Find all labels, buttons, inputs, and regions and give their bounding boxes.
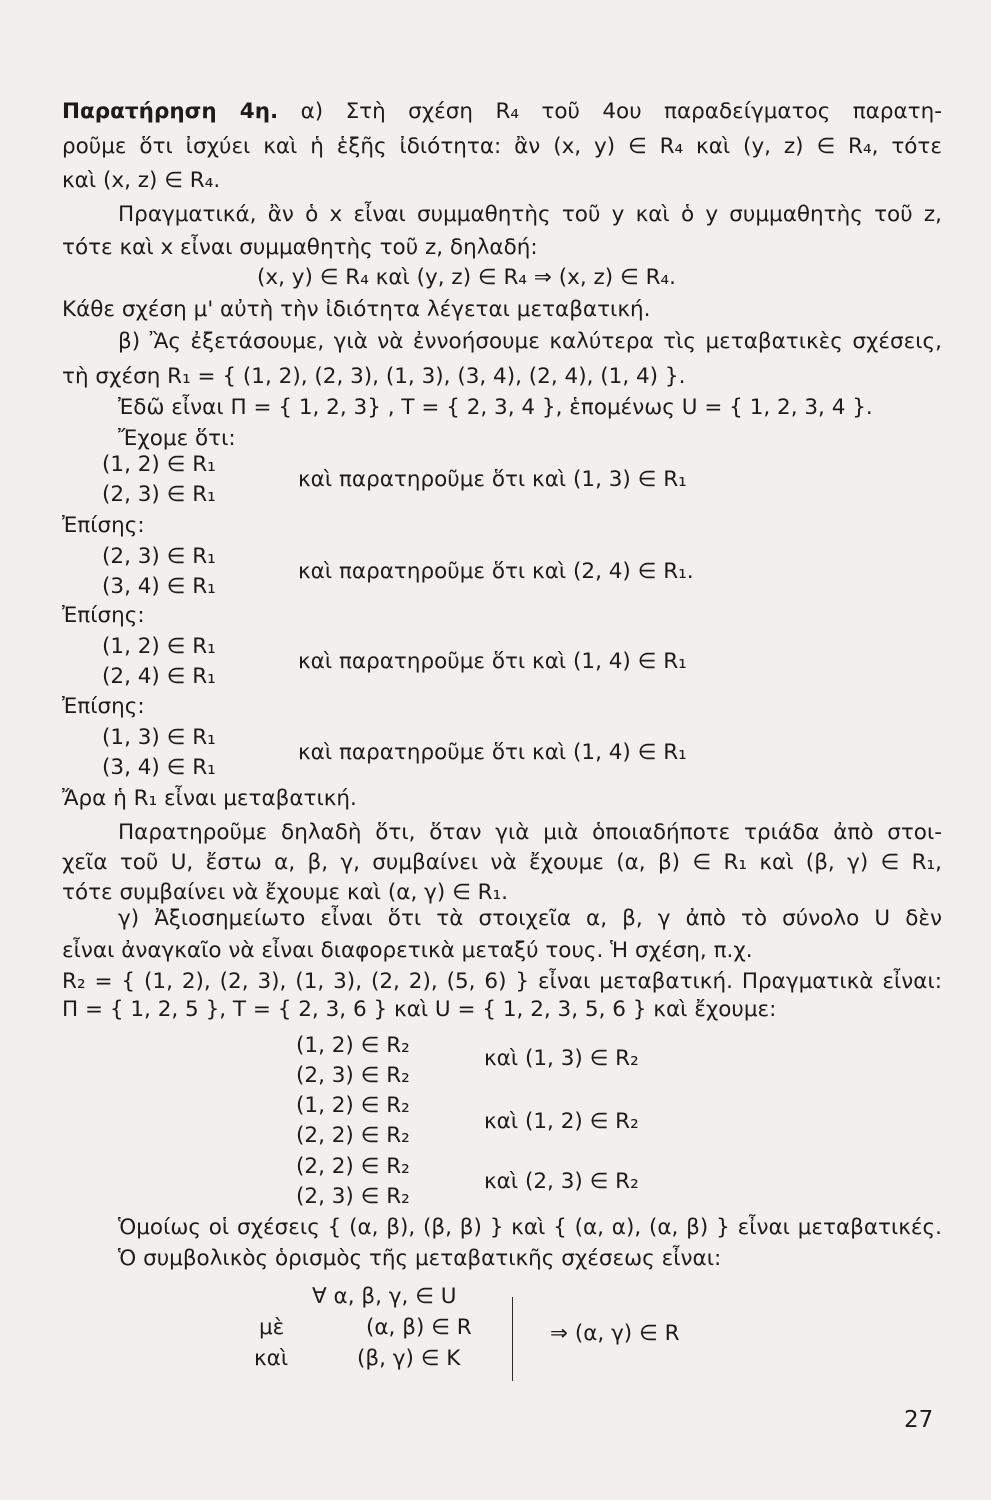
pair-line: (1, 2) ∈ R₁ [102, 634, 216, 659]
text-line: Ἄρα ἡ R₁ εἶναι μεταβατική. [62, 786, 357, 811]
text-line: Π = { 1, 2, 5 }, Τ = { 2, 3, 6 } καὶ U = { 1, 2, 3, 5, 6 } καὶ ἔχουμε: [62, 997, 777, 1022]
formula-bracket [512, 1297, 513, 1381]
text-line: α) Στὴ σχέση R₄ τοῦ 4ου παραδείγματος παρατη- [278, 99, 942, 124]
pair-line: (1, 2) ∈ R₂ [296, 1033, 410, 1058]
formula-word: μὲ [259, 1315, 285, 1340]
conclusion-line: καὶ παρατηροῦμε ὅτι καὶ (1, 4) ∈ R₁ [298, 649, 687, 674]
relation-r1-line: τὴ σχέση R₁ = { (1, 2), (2, 3), (1, 3), (3, 4), (2, 4), (1, 4) }. [62, 364, 686, 389]
quantifier-line: ∀ α, β, γ, ∈ U [312, 1284, 457, 1309]
pair-line: (3, 4) ∈ R₁ [102, 755, 216, 780]
text-line: Ἔχομε ὅτι: [118, 426, 236, 451]
conclusion-line: καὶ παρατηροῦμε ὅτι καὶ (1, 4) ∈ R₁ [298, 740, 687, 765]
formula-line: (β, γ) ∈ K [357, 1346, 461, 1371]
pair-line: (2, 3) ∈ R₁ [102, 482, 216, 507]
remark-heading: Παρατήρηση 4η. [62, 99, 279, 124]
text-line: γ) Ἀξιοσημείωτο εἶναι ὅτι τὰ στοιχεῖα α, β, γ ἀπὸ τὸ σύνολο U δὲν [118, 906, 942, 931]
pair-line: (2, 3) ∈ R₁ [102, 544, 216, 569]
pair-line: (2, 4) ∈ R₁ [102, 664, 216, 689]
formula-implication: ⇒ (α, γ) ∈ R [550, 1321, 680, 1346]
pair-line: (1, 2) ∈ R₂ [296, 1093, 410, 1118]
text-line: β) Ἂς ἐξετάσουμε, γιὰ νὰ ἐννοήσουμε καλύτερα τὶς μεταβατικὲς σχέσεις, [118, 329, 942, 354]
text-line: τότε καὶ x εἶναι συμμαθητὴς τοῦ z, δηλαδή: [62, 235, 538, 260]
formula-line: (α, β) ∈ R [366, 1315, 472, 1340]
text-line: τότε συμβαίνει νὰ ἔχουμε καὶ (α, γ) ∈ R₁. [62, 880, 509, 905]
remark-heading-line [62, 97, 942, 127]
pair-line: (1, 2) ∈ R₁ [102, 452, 216, 477]
pair-line: (2, 2) ∈ R₂ [296, 1123, 410, 1148]
page-number: 27 [904, 1407, 934, 1433]
text-line: χεῖα τοῦ U, ἔστω α, β, γ, συμβαίνει νὰ ἔχουμε (α, β) ∈ R₁ καὶ (β, γ) ∈ R₁, [62, 850, 942, 875]
text-line: Ὁμοίως οἱ σχέσεις { (α, β), (β, β) } καὶ { (α, α), (α, β) } εἶναι μεταβατικές. [118, 1215, 942, 1240]
text-line: Ὁ συμβολικὸς ὁρισμὸς τῆς μεταβατικῆς σχέσεως εἶναι: [118, 1246, 722, 1271]
conclusion-line: καὶ παρατηροῦμε ὅτι καὶ (1, 3) ∈ R₁ [298, 467, 687, 492]
pair-line: (2, 3) ∈ R₂ [296, 1184, 410, 1209]
pair-line: (2, 2) ∈ R₂ [296, 1154, 410, 1179]
text-line: ροῦμε ὅτι ἰσχύει καὶ ἡ ἑξῆς ἰδιότητα: ἂν (x, y) ∈ R₄ καὶ (y, z) ∈ R₄, τότε [62, 134, 942, 159]
text-line: εἶναι ἀναγκαῖο νὰ εἶναι διαφορετικὰ μεταξύ τους. Ἡ σχέση, π.χ. [62, 938, 753, 963]
text-line: Ἐδῶ εἶναι Π = { 1, 2, 3} , Τ = { 2, 3, 4 }, ἑπομένως U = { 1, 2, 3, 4 }. [118, 395, 873, 420]
text-line: καὶ (x, z) ∈ R₄. [62, 168, 221, 193]
formula-line: (x, y) ∈ R₄ καὶ (y, z) ∈ R₄ ⇒ (x, z) ∈ R₄. [257, 265, 676, 290]
definition-line: Κάθε σχέση μ' αὐτὴ τὴν ἰδιότητα λέγεται μεταβατική. [62, 297, 651, 322]
conclusion-line: καὶ παρατηροῦμε ὅτι καὶ (2, 4) ∈ R₁. [298, 559, 694, 584]
pair-line: (1, 3) ∈ R₁ [102, 725, 216, 750]
text-line: Ἐπίσης: [62, 603, 145, 628]
pair-line: (2, 3) ∈ R₂ [296, 1063, 410, 1088]
conclusion-line: καὶ (1, 2) ∈ R₂ [484, 1109, 639, 1134]
text-line: Ἐπίσης: [62, 513, 145, 538]
text-line: Πραγματικά, ἂν ὁ x εἶναι συμμαθητὴς τοῦ y καὶ ὁ y συμμαθητὴς τοῦ z, [118, 202, 942, 227]
conclusion-line: καὶ (2, 3) ∈ R₂ [484, 1169, 639, 1194]
text-line: Ἐπίσης: [62, 694, 145, 719]
formula-word: καὶ [254, 1346, 289, 1371]
text-line: Παρατηροῦμε δηλαδὴ ὅτι, ὅταν γιὰ μιὰ ὁποιαδήποτε τριάδα ἀπὸ στοι- [118, 820, 942, 845]
relation-r2-line: R₂ = { (1, 2), (2, 3), (1, 3), (2, 2), (5, 6) } εἶναι μεταβατική. Πραγματικὰ εἶναι: [62, 969, 942, 994]
conclusion-line: καὶ (1, 3) ∈ R₂ [484, 1046, 639, 1071]
pair-line: (3, 4) ∈ R₁ [102, 574, 216, 599]
